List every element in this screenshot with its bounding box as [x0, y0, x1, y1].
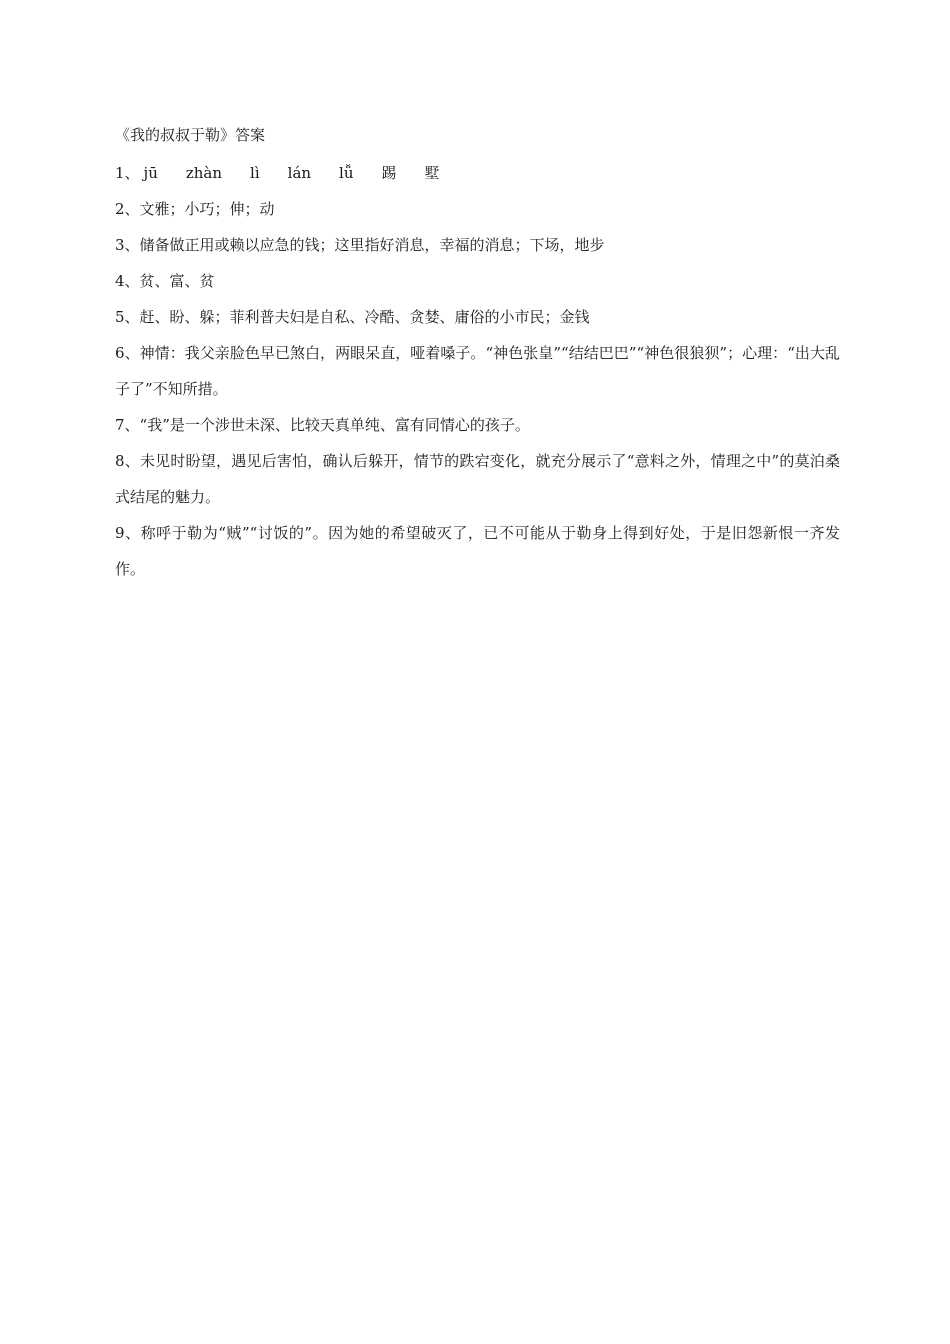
character-answer: 墅 [424, 164, 440, 182]
answer-item-9: 9、称呼于勒为“贼”“讨饭的”。因为她的希望破灭了，已不可能从于勒身上得到好处，于是旧怨新恨一齐发作。 [115, 524, 840, 578]
answer-number: 1、 [115, 164, 140, 182]
pinyin-answer: lǚ [339, 164, 354, 182]
pinyin-answer: lán [287, 164, 312, 182]
answer-item-1 [115, 162, 840, 184]
answer-item-8: 8、未见时盼望，遇见后害怕，确认后躲开，情节的跌宕变化，就充分展示了“意料之外，情理之中”的莫泊桑式结尾的魅力。 [115, 452, 840, 506]
answer-item-5: 5、赶、盼、躲；菲利普夫妇是自私、冷酷、贪婪、庸俗的小市民；金钱 [115, 308, 590, 326]
answer-item-7: 7、“我”是一个涉世未深、比较天真单纯、富有同情心的孩子。 [115, 416, 530, 434]
answer-item-4: 4、贫、富、贫 [115, 272, 215, 290]
answer-item-3: 3、储备做正用或赖以应急的钱；这里指好消息，幸福的消息；下场，地步 [115, 236, 605, 254]
document-body [115, 124, 840, 594]
pinyin-answer: zhàn [185, 164, 223, 182]
character-answer: 踢 [381, 164, 397, 182]
document-title: 《我的叔叔于勒》答案 [115, 126, 266, 144]
pinyin-answer: lì [250, 164, 260, 182]
answer-item-6: 6、神情：我父亲脸色早已煞白，两眼呆直，哑着嗓子。“神色张皇”“结结巴巴”“神色很狼狈”；心理：“出大乱子了”不知所措。 [115, 344, 840, 398]
pinyin-answer: jū [143, 164, 158, 182]
answer-item-2: 2、文雅；小巧；伸；动 [115, 200, 275, 218]
